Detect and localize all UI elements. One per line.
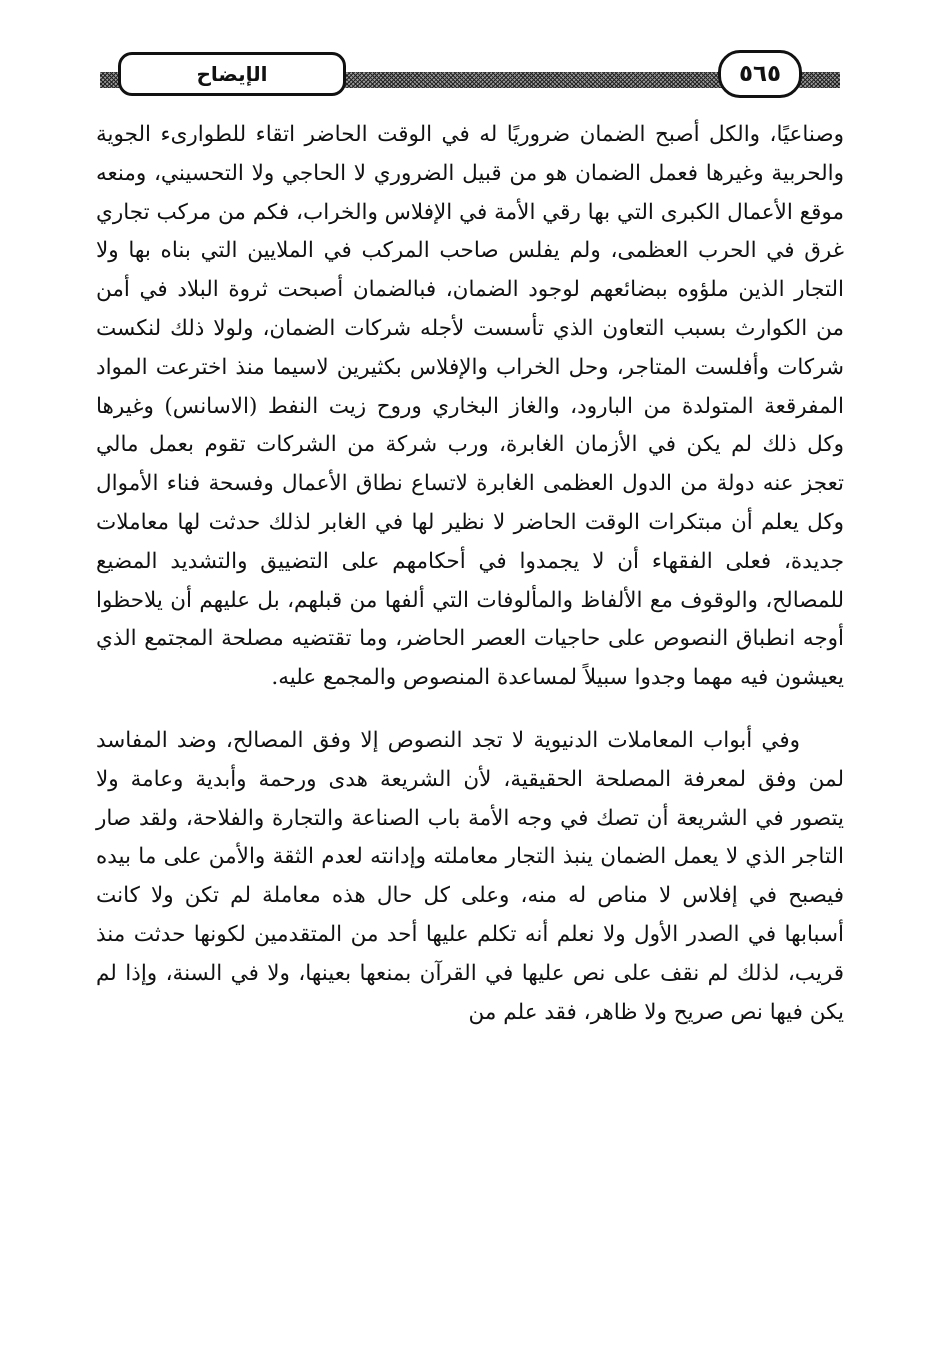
paragraph-1: وصناعيًا، والكل أصبح الضمان ضروريًا له في الوقت الحاضر اتقاء للطوارىء الجوية والحربية وغيرها فعمل الضمان هو من قبيل الضروري لا الحاجي ولا التحسيني، ومنعه موقع الأعمال الكبرى التي بها رقي الأمة في الإفلاس والخراب، فكم من مركب تجاري غرق في الحرب العظمى، ولم يفلس صاحب المركب في الملايين التي بناه بها ولا التجار الذين ملؤوه ببضائعهم لوجود الضمان، فبالضمان أصبحت ثروة البلاد في أمن من الكوارث بسبب التعاون الذي تأسست لأجله شركات الضمان، ولولا ذلك لنكست شركات وأفلست المتاجر، وحل الخراب والإفلاس بكثيرين لاسيما منذ اخترعت المواد المفرقعة المتولدة من البارود، والغاز البخاري وروح زيت النفط (الاسانس) وغيرها وكل ذلك لم يكن في الأزمان الغابرة، ورب شركة من الشركات تقوم بعمل مالي تعجز عنه دولة من الدول العظمى الغابرة لاتساع نطاق الأعمال وفسحة فناء الأموال وكل يعلم أن مبتكرات الوقت الحاضر لا نظير لها في الغابر لذلك حدثت لها معاملات جديدة، فعلى الفقهاء أن لا يجمدوا في أحكامهم على التضييق والتشديد المضيع للمصالح، والوقوف مع الألفاظ والمألوفات التي ألفها من قبلهم، بل عليهم أن يلاحظوا أوجه انطباق النصوص على حاجيات العصر الحاضر، وما تقتضيه مصلحة المجتمع الذي يعيشون فيه مهما وجدوا سبيلاً لمساعدة المنصوص والمجمع عليه. — [96, 122, 844, 691]
paragraph-2: وفي أبواب المعاملات الدنيوية لا تجد النصوص إلا وفق المصالح، وضد المفاسد لمن وفق لمعرفة المصلحة الحقيقية، لأن الشريعة هدى ورحمة وأبدية وعامة ولا يتصور في الشريعة أن تصك في وجه الأمة باب الصناعة والتجارة والفلاحة، ولقد صار التاجر الذي لا يعمل الضمان ينبذ التجار معاملته وإدانته لعدم الثقة والأمن على ما بيده فيصبح في إفلاس لا مناص له منه، وعلى كل حال هذه معاملة لم تكن ولا كانت أسبابها في الصدر الأول ولا نعلم أنه تكلم عليها أحد من المتقدمين لكونها حدثت منذ قريب، لذلك لم نقف على نص عليها في القرآن بمنعها بعينها، ولا في السنة، وإذا لم يكن فيها نص صريح ولا ظاهر، فقد علم من — [96, 727, 844, 1025]
page-header — [100, 48, 840, 102]
body-text — [96, 116, 844, 1032]
page-number: ٥٦٥ — [718, 50, 802, 98]
running-title: الإيضاح — [118, 52, 346, 96]
